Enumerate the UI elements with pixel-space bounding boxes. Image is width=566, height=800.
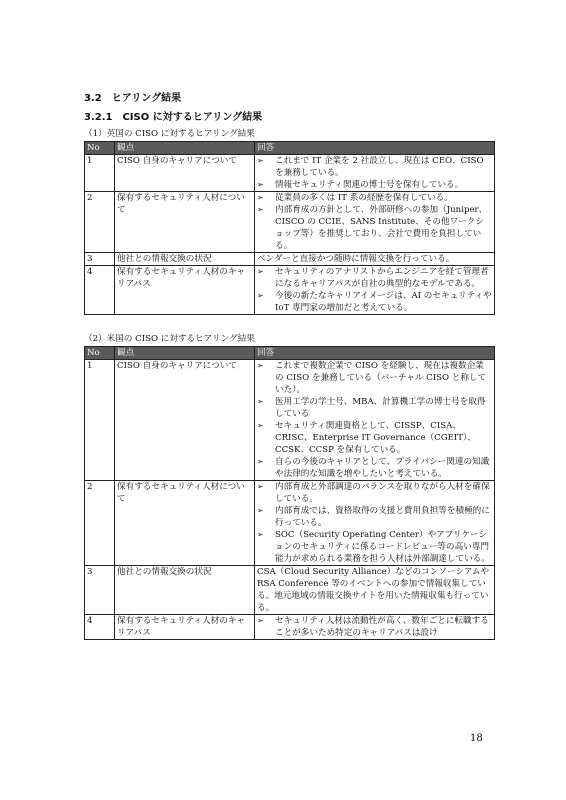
row-answer xyxy=(255,481,495,566)
answer-bullet: ➢ SOC（Security Operating Center）やアプリケーションのセキュリティに係るコードレビュー等の高い専門能力が求められる業務を担う人材は外部調達している。 xyxy=(257,529,492,565)
header-no: No xyxy=(85,142,115,155)
answer-bullet: ➢ 情報セキュリティ関連の博士号を保有している。 xyxy=(257,179,492,191)
answer-bullet: ➢ これまで IT 企業を 2 社設立し、現在は CEO、CISO を兼務している。 xyxy=(257,155,492,179)
row-answer xyxy=(255,266,495,315)
table-row xyxy=(85,266,495,315)
subsection-heading: 3.2.1 CISO に対するヒアリング結果 xyxy=(84,112,263,123)
table2-caption: （2）米国の CISO に対するヒアリング結果 xyxy=(84,334,255,344)
row-answer xyxy=(255,192,495,253)
answer-bullet: ➢ 自らの今後のキャリアとして、プライバシー関連の知識や法律的な知識を増やしたいと考えている。 xyxy=(257,456,492,480)
row-no: 3 xyxy=(85,566,115,615)
answer-bullet: ➢ セキュリティ人材は流動性が高く、数年ごとに転職することが多いため特定のキャリアパスは設け xyxy=(257,615,492,639)
row-aspect: CISO 自身のキャリアについて xyxy=(115,360,255,481)
answer-bullet: ➢ 医用工学の学士号、MBA、計算機工学の博士号を取得している xyxy=(257,396,492,420)
table-row xyxy=(85,481,495,566)
answer-bullet: ➢ 内部育成では、資格取得の支援と費用負担等を積極的に行っている。 xyxy=(257,505,492,529)
table-row xyxy=(85,253,495,266)
document-page xyxy=(84,92,495,640)
row-answer xyxy=(255,615,495,640)
row-aspect: 保有するセキュリティ人材について xyxy=(115,481,255,566)
answer-bullet: ➢ 今後の新たなキャリアイメージは、AI のセキュリティや IoT 専門家の増加だと考えている。 xyxy=(257,290,492,314)
table-row xyxy=(85,566,495,615)
us-ciso-table xyxy=(84,346,495,640)
header-aspect: 観点 xyxy=(115,347,255,360)
row-aspect: 他社との情報交換の状況 xyxy=(115,253,255,266)
row-aspect: 保有するセキュリティ人材のキャリアパス xyxy=(115,615,255,640)
section-heading: 3.2 ヒアリング結果 xyxy=(84,93,182,104)
row-no: 1 xyxy=(85,155,115,192)
table1-caption: （1）英国の CISO に対するヒアリング結果 xyxy=(84,129,255,139)
row-answer xyxy=(255,360,495,481)
table-header-row xyxy=(85,142,495,155)
row-answer-text: ベンダーと直接かつ随時に情報交換を行っている。 xyxy=(255,253,495,266)
answer-bullet: ➢ 内部育成の方針として、外部研修への参加（Juniper、CISCO の CCIE、SANS Institute、その他ワークショップ等）を推奨しており、会社で費用を負担している。 xyxy=(257,204,492,252)
header-no: No xyxy=(85,347,115,360)
uk-ciso-table xyxy=(84,141,495,315)
row-answer xyxy=(255,155,495,192)
row-aspect: 保有するセキュリティ人材のキャリアパス xyxy=(115,266,255,315)
row-answer-text: CSA（Cloud Security Alliance）などのコンソーシアムや RSA Conference 等のイベントへの参加で情報収集している。地元地域の情報交換サイトを用いた情報収集も行っている。 xyxy=(255,566,495,615)
row-aspect: CISO 自身のキャリアについて xyxy=(115,155,255,192)
header-answer: 回答 xyxy=(255,347,495,360)
page-number: 18 xyxy=(470,733,483,744)
row-aspect: 保有するセキュリティ人材について xyxy=(115,192,255,253)
table-header-row xyxy=(85,347,495,360)
answer-bullet: ➢ 従業員の多くは IT 系の経歴を保有している。 xyxy=(257,192,492,204)
row-no: 4 xyxy=(85,266,115,315)
header-answer: 回答 xyxy=(255,142,495,155)
answer-bullet: ➢ 内部育成と外部調達のバランスを取りながら人材を確保している。 xyxy=(257,481,492,505)
row-no: 4 xyxy=(85,615,115,640)
row-aspect: 他社との情報交換の状況 xyxy=(115,566,255,615)
header-aspect: 観点 xyxy=(115,142,255,155)
table-row xyxy=(85,155,495,192)
row-no: 3 xyxy=(85,253,115,266)
answer-bullet: ➢ セキュリティ関連資格として、CISSP、CISA、CRISC、Enterprise IT Governance（CGEIT）、CCSK、CCSP を保有している。 xyxy=(257,420,492,456)
row-no: 2 xyxy=(85,481,115,566)
table-row xyxy=(85,192,495,253)
row-no: 1 xyxy=(85,360,115,481)
table-row xyxy=(85,360,495,481)
answer-bullet: ➢ セキュリティのアナリストからエンジニアを経て管理者になるキャリアパスが自社の典型的なモデルである。 xyxy=(257,266,492,290)
answer-bullet: ➢ これまで複数企業で CISO を経験し、現在は複数企業の CISO を兼務している（バーチャル CISO と称していた）。 xyxy=(257,360,492,396)
table-row xyxy=(85,615,495,640)
row-no: 2 xyxy=(85,192,115,253)
